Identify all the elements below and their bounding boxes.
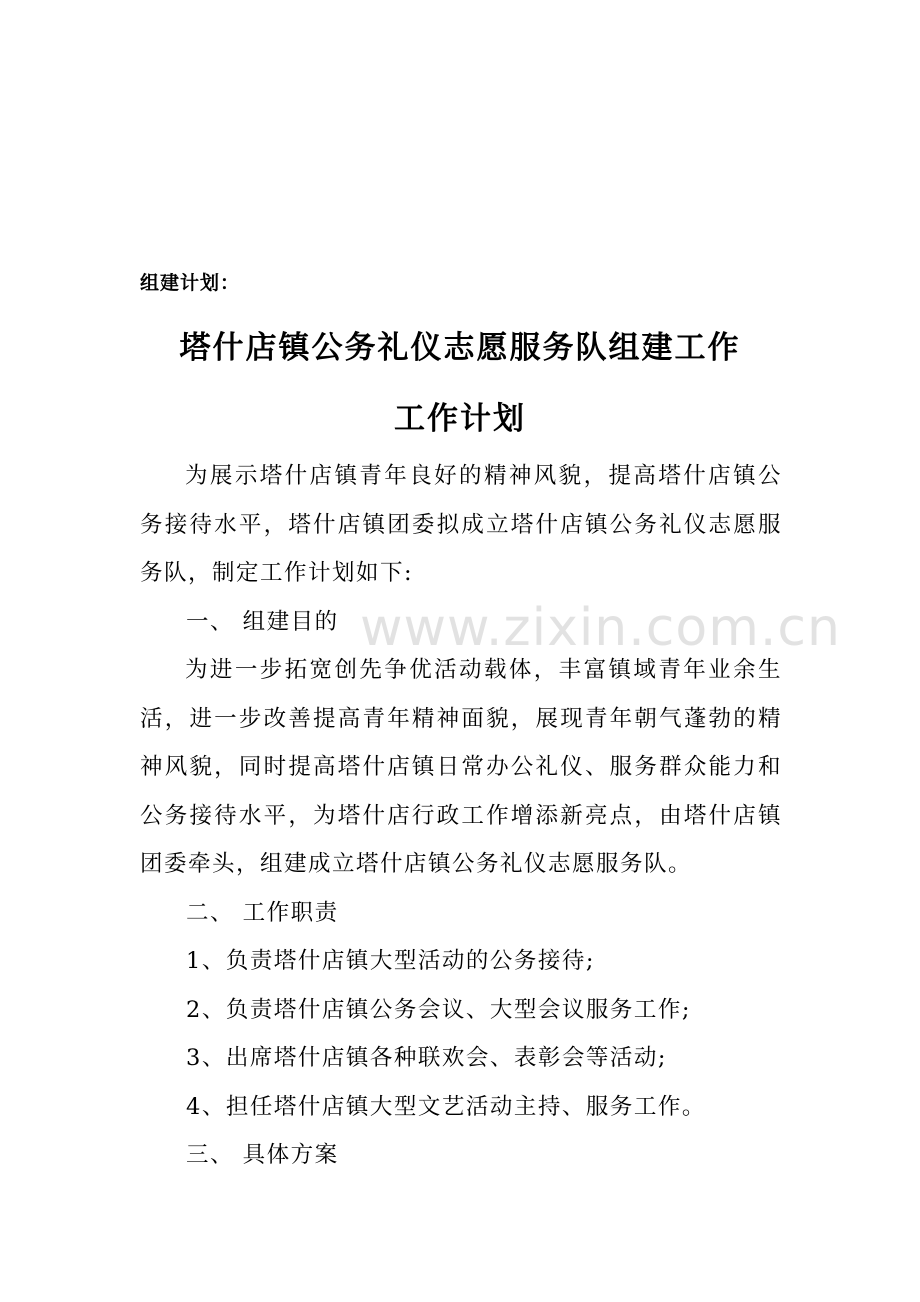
document-title-line-2: 工作计划 xyxy=(394,401,526,437)
document-label: 组建计划： xyxy=(140,272,241,294)
section-1-paragraph: 为进一步拓宽创先争优活动载体，丰富镇域青年业余生活，进一步改善提高青年精神面貌，展现青年朝气蓬勃的精神风貌，同时提高塔什店镇日常办公礼仪、服务群众能力和公务接待水平，为塔什店行政工作增添新亮点，由塔什店镇团委牵头，组建成立塔什店镇公务礼仪志愿服务队。 xyxy=(140,657,782,877)
watermark-text: www.zixin.com.cn xyxy=(360,598,841,658)
duty-item-1: 1、负责塔什店镇大型活动的公务接待; xyxy=(186,948,595,974)
section-1-heading: 一、 组建目的 xyxy=(186,608,339,635)
section-3-heading: 三、 具体方案 xyxy=(186,1142,339,1168)
duty-item-3: 3、出席塔什店镇各种联欢会、表彰会等活动; xyxy=(186,1045,667,1071)
duty-item-4: 4、担任塔什店镇大型文艺活动主持、服务工作。 xyxy=(186,1093,706,1120)
intro-paragraph: 为展示塔什店镇青年良好的精神风貌，提高塔什店镇公务接待水平，塔什店镇团委拟成立塔什店镇公务礼仪志愿服务队，制定工作计划如下: xyxy=(140,463,782,586)
document-body xyxy=(140,452,782,1180)
section-2-heading: 二、 工作职责 xyxy=(186,899,339,926)
duty-item-2: 2、负责塔什店镇公务会议、大型会议服务工作; xyxy=(186,996,691,1023)
document-title-line-1: 塔什店镇公务礼仪志愿服务队组建工作 xyxy=(179,330,741,366)
